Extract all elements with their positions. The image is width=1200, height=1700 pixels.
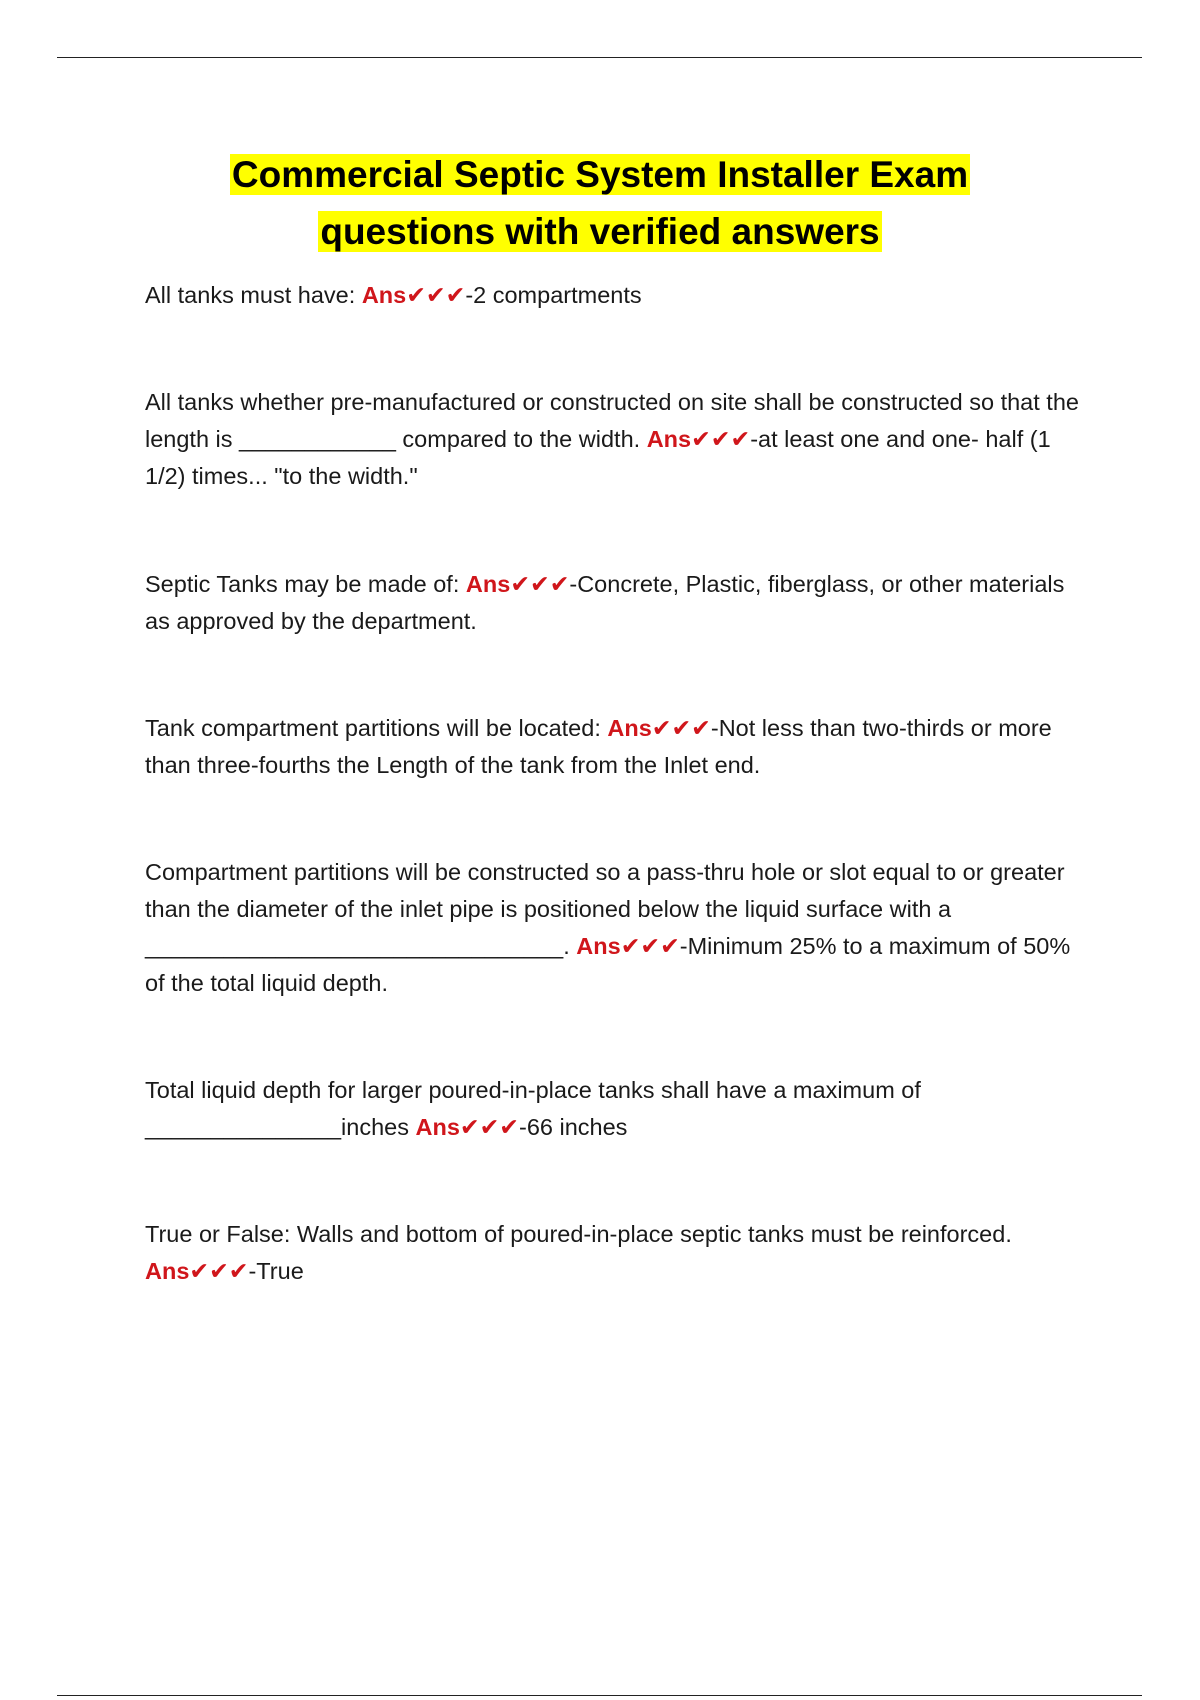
check-icon: ✔✔✔: [510, 571, 570, 597]
qa-item-1: [145, 277, 1090, 314]
title-line-1: Commercial Septic System Installer Exam: [231, 154, 969, 195]
qa-item-6: [145, 1072, 1090, 1146]
answer-marker: Ans: [646, 426, 692, 452]
question-text: All tanks must have:: [145, 282, 362, 308]
answer-text: -Concrete, Plastic, fiberglass, or other materials as approved by the department.: [145, 571, 1065, 634]
check-icon: ✔✔✔: [620, 933, 680, 959]
check-icon: ✔✔✔: [459, 1114, 519, 1140]
title-line-2: questions with verified answers: [320, 211, 880, 252]
answer-marker: Ans: [465, 571, 511, 597]
question-text: Compartment partitions will be constructed so a pass-thru hole or slot equal to or greater than the diameter of the inlet pipe is positioned below the liquid surface with a ________________________________.: [145, 859, 1065, 959]
top-rule: [57, 57, 1142, 58]
answer-marker: Ans: [145, 1258, 190, 1284]
bottom-rule: [57, 1695, 1142, 1696]
question-text: True or False: Walls and bottom of poured-in-place septic tanks must be reinforced.: [145, 1221, 1012, 1247]
check-icon: ✔✔✔: [651, 715, 711, 741]
document-title: [0, 146, 1200, 260]
check-icon: ✔✔✔: [406, 282, 466, 308]
question-text: Total liquid depth for larger poured-in-place tanks shall have a maximum of _______________inches: [145, 1077, 921, 1140]
answer-marker: Ans: [415, 1114, 460, 1140]
answer-text: -Minimum 25% to a maximum of 50% of the total liquid depth.: [145, 933, 1071, 996]
question-text: All tanks whether pre-manufactured or constructed on site shall be constructed so that the length is ____________ compared to the width.: [145, 389, 1079, 452]
answer-text: -2 compartments: [465, 282, 642, 308]
answer-text: -True: [248, 1258, 304, 1284]
question-text: Tank compartment partitions will be located:: [145, 715, 608, 741]
check-icon: ✔✔✔: [691, 426, 751, 452]
answer-text: -at least one and one- half (1 1/2) times... "to the width.": [145, 426, 1051, 489]
check-icon: ✔✔✔: [189, 1258, 249, 1284]
qa-item-5: [145, 854, 1090, 1002]
qa-item-2: [145, 384, 1090, 495]
question-text: Septic Tanks may be made of:: [145, 571, 466, 597]
qa-item-3: [145, 566, 1090, 640]
answer-marker: Ans: [361, 282, 407, 308]
answer-marker: Ans: [607, 715, 652, 741]
qa-item-7: [145, 1216, 1090, 1290]
answer-text: -66 inches: [519, 1114, 628, 1140]
answer-marker: Ans: [576, 933, 621, 959]
answer-text: -Not less than two-thirds or more than three-fourths the Length of the tank from the Inlet end.: [145, 715, 1052, 778]
qa-item-4: [145, 710, 1090, 784]
